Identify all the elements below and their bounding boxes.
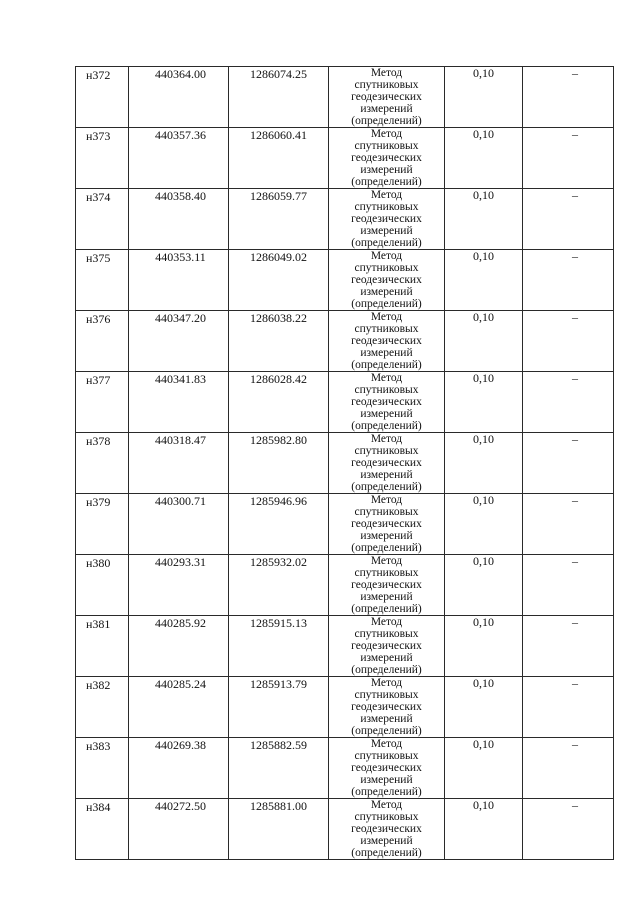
extra-value: –: [572, 371, 578, 385]
method-cell: [329, 677, 445, 738]
point-name: н378: [86, 434, 111, 448]
method-line: геодезических: [351, 640, 422, 652]
y-cell: [229, 128, 329, 189]
error-cell: [445, 128, 523, 189]
method-line: (определений): [351, 847, 422, 859]
method-line: измерений: [360, 835, 413, 847]
point-cell: [76, 677, 129, 738]
point-cell: [76, 799, 129, 860]
table-row: [76, 799, 614, 860]
method-line: геодезических: [351, 579, 422, 591]
method-line: Метод: [370, 494, 403, 506]
method-cell: [329, 616, 445, 677]
method-text: [329, 616, 444, 676]
extra-value: –: [572, 554, 578, 568]
extra-value: –: [572, 249, 578, 263]
y-cell: [229, 250, 329, 311]
method-line: Метод: [370, 555, 403, 567]
table-row: [76, 616, 614, 677]
error-cell: [445, 616, 523, 677]
method-cell: [329, 433, 445, 494]
method-text: [329, 372, 444, 432]
method-line: (определений): [351, 298, 422, 310]
method-line: измерений: [360, 408, 413, 420]
method-line: Метод: [370, 372, 403, 384]
extra-cell: [523, 494, 614, 555]
coordinates-table-body: [76, 67, 614, 860]
x-cell: [129, 67, 229, 128]
y-coordinate: 1286049.02: [250, 250, 307, 264]
y-coordinate: 1285932.02: [250, 555, 307, 569]
extra-cell: [523, 799, 614, 860]
point-name: н384: [86, 800, 111, 814]
y-cell: [229, 799, 329, 860]
error-value: 0,10: [473, 371, 494, 385]
point-cell: [76, 555, 129, 616]
y-cell: [229, 677, 329, 738]
method-line: измерений: [360, 774, 413, 786]
error-cell: [445, 433, 523, 494]
method-line: измерений: [360, 469, 413, 481]
x-coordinate: 440269.38: [155, 738, 206, 752]
x-cell: [129, 372, 229, 433]
point-cell: [76, 311, 129, 372]
extra-cell: [523, 616, 614, 677]
method-line: спутниковых: [354, 262, 419, 274]
y-coordinate: 1286074.25: [250, 67, 307, 81]
error-value: 0,10: [473, 249, 494, 263]
method-line: Метод: [370, 433, 403, 445]
method-line: Метод: [370, 616, 403, 628]
method-line: (определений): [351, 359, 422, 371]
method-line: измерений: [360, 530, 413, 542]
method-line: геодезических: [351, 518, 422, 530]
method-text: [329, 555, 444, 615]
method-cell: [329, 250, 445, 311]
method-line: спутниковых: [354, 689, 419, 701]
point-name: н381: [86, 617, 111, 631]
table-row: [76, 433, 614, 494]
method-line: (определений): [351, 176, 422, 188]
method-line: Метод: [370, 189, 403, 201]
method-line: измерений: [360, 164, 413, 176]
point-cell: [76, 189, 129, 250]
y-cell: [229, 494, 329, 555]
method-line: спутниковых: [354, 567, 419, 579]
method-cell: [329, 555, 445, 616]
error-value: 0,10: [473, 676, 494, 690]
x-cell: [129, 799, 229, 860]
method-line: геодезических: [351, 91, 422, 103]
extra-cell: [523, 311, 614, 372]
method-line: геодезических: [351, 762, 422, 774]
method-line: спутниковых: [354, 140, 419, 152]
method-line: геодезических: [351, 335, 422, 347]
method-line: Метод: [370, 250, 403, 262]
table-row: [76, 677, 614, 738]
error-value: 0,10: [473, 310, 494, 324]
method-line: (определений): [351, 420, 422, 432]
method-line: (определений): [351, 481, 422, 493]
y-coordinate: 1285946.96: [250, 494, 307, 508]
x-coordinate: 440285.24: [155, 677, 206, 691]
x-coordinate: 440318.47: [155, 433, 206, 447]
x-cell: [129, 555, 229, 616]
method-line: (определений): [351, 786, 422, 798]
extra-cell: [523, 67, 614, 128]
error-cell: [445, 372, 523, 433]
table-row: [76, 128, 614, 189]
point-cell: [76, 616, 129, 677]
error-cell: [445, 250, 523, 311]
y-cell: [229, 433, 329, 494]
point-cell: [76, 494, 129, 555]
point-name: н377: [86, 373, 111, 387]
point-name: н375: [86, 251, 111, 265]
point-name: н382: [86, 678, 111, 692]
extra-value: –: [572, 676, 578, 690]
extra-value: –: [572, 737, 578, 751]
method-line: спутниковых: [354, 506, 419, 518]
x-cell: [129, 433, 229, 494]
y-coordinate: 1286038.22: [250, 311, 307, 325]
point-cell: [76, 738, 129, 799]
x-coordinate: 440364.00: [155, 67, 206, 81]
extra-cell: [523, 250, 614, 311]
table-row: [76, 372, 614, 433]
method-text: [329, 738, 444, 798]
method-line: измерений: [360, 103, 413, 115]
error-value: 0,10: [473, 798, 494, 812]
table-row: [76, 189, 614, 250]
point-name: н380: [86, 556, 111, 570]
method-line: геодезических: [351, 396, 422, 408]
method-line: Метод: [370, 738, 403, 750]
method-line: геодезических: [351, 823, 422, 835]
table-row: [76, 250, 614, 311]
method-line: геодезических: [351, 457, 422, 469]
y-coordinate: 1286060.41: [250, 128, 307, 142]
y-cell: [229, 616, 329, 677]
method-line: спутниковых: [354, 201, 419, 213]
error-value: 0,10: [473, 493, 494, 507]
method-line: геодезических: [351, 152, 422, 164]
extra-cell: [523, 738, 614, 799]
method-line: Метод: [370, 128, 403, 140]
x-cell: [129, 250, 229, 311]
coordinates-table: [75, 66, 614, 860]
x-cell: [129, 128, 229, 189]
method-line: спутниковых: [354, 445, 419, 457]
error-value: 0,10: [473, 188, 494, 202]
extra-value: –: [572, 798, 578, 812]
method-cell: [329, 494, 445, 555]
point-name: н383: [86, 739, 111, 753]
extra-cell: [523, 372, 614, 433]
method-cell: [329, 372, 445, 433]
x-cell: [129, 311, 229, 372]
method-line: (определений): [351, 237, 422, 249]
method-line: измерений: [360, 225, 413, 237]
method-line: измерений: [360, 591, 413, 603]
point-name: н372: [86, 68, 111, 82]
table-row: [76, 494, 614, 555]
x-cell: [129, 189, 229, 250]
table-row: [76, 67, 614, 128]
method-line: спутниковых: [354, 750, 419, 762]
x-coordinate: 440347.20: [155, 311, 206, 325]
method-text: [329, 433, 444, 493]
method-line: измерений: [360, 286, 413, 298]
method-line: (определений): [351, 725, 422, 737]
extra-value: –: [572, 493, 578, 507]
error-value: 0,10: [473, 66, 494, 80]
method-cell: [329, 738, 445, 799]
y-coordinate: 1285913.79: [250, 677, 307, 691]
y-coordinate: 1285982.80: [250, 433, 307, 447]
x-coordinate: 440285.92: [155, 616, 206, 630]
method-line: спутниковых: [354, 384, 419, 396]
y-cell: [229, 67, 329, 128]
method-line: (определений): [351, 542, 422, 554]
error-value: 0,10: [473, 554, 494, 568]
point-cell: [76, 67, 129, 128]
table-row: [76, 738, 614, 799]
method-line: (определений): [351, 664, 422, 676]
method-cell: [329, 799, 445, 860]
x-coordinate: 440353.11: [155, 250, 206, 264]
method-line: Метод: [370, 311, 403, 323]
point-name: н373: [86, 129, 111, 143]
method-text: [329, 677, 444, 737]
x-coordinate: 440341.83: [155, 372, 206, 386]
error-cell: [445, 494, 523, 555]
table-row: [76, 555, 614, 616]
y-coordinate: 1286028.42: [250, 372, 307, 386]
method-line: Метод: [370, 799, 403, 811]
method-text: [329, 67, 444, 127]
method-cell: [329, 67, 445, 128]
point-cell: [76, 128, 129, 189]
x-cell: [129, 677, 229, 738]
y-coordinate: 1285915.13: [250, 616, 307, 630]
extra-value: –: [572, 432, 578, 446]
x-cell: [129, 494, 229, 555]
point-cell: [76, 433, 129, 494]
point-cell: [76, 250, 129, 311]
method-text: [329, 494, 444, 554]
y-coordinate: 1285882.59: [250, 738, 307, 752]
x-coordinate: 440358.40: [155, 189, 206, 203]
error-cell: [445, 799, 523, 860]
error-cell: [445, 555, 523, 616]
x-coordinate: 440357.36: [155, 128, 206, 142]
point-name: н376: [86, 312, 111, 326]
error-value: 0,10: [473, 432, 494, 446]
method-line: Метод: [370, 677, 403, 689]
point-name: н374: [86, 190, 111, 204]
extra-value: –: [572, 66, 578, 80]
table-row: [76, 311, 614, 372]
method-line: измерений: [360, 347, 413, 359]
extra-value: –: [572, 615, 578, 629]
method-cell: [329, 311, 445, 372]
method-line: измерений: [360, 713, 413, 725]
method-text: [329, 799, 444, 859]
x-cell: [129, 616, 229, 677]
error-cell: [445, 677, 523, 738]
method-line: геодезических: [351, 701, 422, 713]
y-cell: [229, 555, 329, 616]
method-line: (определений): [351, 115, 422, 127]
error-cell: [445, 311, 523, 372]
method-line: (определений): [351, 603, 422, 615]
method-line: Метод: [370, 67, 403, 79]
extra-cell: [523, 433, 614, 494]
error-value: 0,10: [473, 127, 494, 141]
x-coordinate: 440293.31: [155, 555, 206, 569]
y-cell: [229, 738, 329, 799]
method-line: спутниковых: [354, 628, 419, 640]
method-text: [329, 189, 444, 249]
method-text: [329, 311, 444, 371]
method-line: геодезических: [351, 213, 422, 225]
x-cell: [129, 738, 229, 799]
method-text: [329, 128, 444, 188]
extra-cell: [523, 128, 614, 189]
extra-value: –: [572, 127, 578, 141]
method-line: геодезических: [351, 274, 422, 286]
extra-cell: [523, 189, 614, 250]
y-coordinate: 1286059.77: [250, 189, 307, 203]
method-cell: [329, 189, 445, 250]
extra-value: –: [572, 188, 578, 202]
x-coordinate: 440272.50: [155, 799, 206, 813]
error-value: 0,10: [473, 615, 494, 629]
method-line: спутниковых: [354, 811, 419, 823]
method-cell: [329, 128, 445, 189]
y-cell: [229, 372, 329, 433]
error-cell: [445, 189, 523, 250]
y-coordinate: 1285881.00: [250, 799, 307, 813]
method-line: спутниковых: [354, 79, 419, 91]
extra-cell: [523, 555, 614, 616]
x-coordinate: 440300.71: [155, 494, 206, 508]
error-cell: [445, 67, 523, 128]
extra-value: –: [572, 310, 578, 324]
error-cell: [445, 738, 523, 799]
method-line: спутниковых: [354, 323, 419, 335]
extra-cell: [523, 677, 614, 738]
method-line: измерений: [360, 652, 413, 664]
point-name: н379: [86, 495, 111, 509]
method-text: [329, 250, 444, 310]
y-cell: [229, 189, 329, 250]
error-value: 0,10: [473, 737, 494, 751]
point-cell: [76, 372, 129, 433]
y-cell: [229, 311, 329, 372]
